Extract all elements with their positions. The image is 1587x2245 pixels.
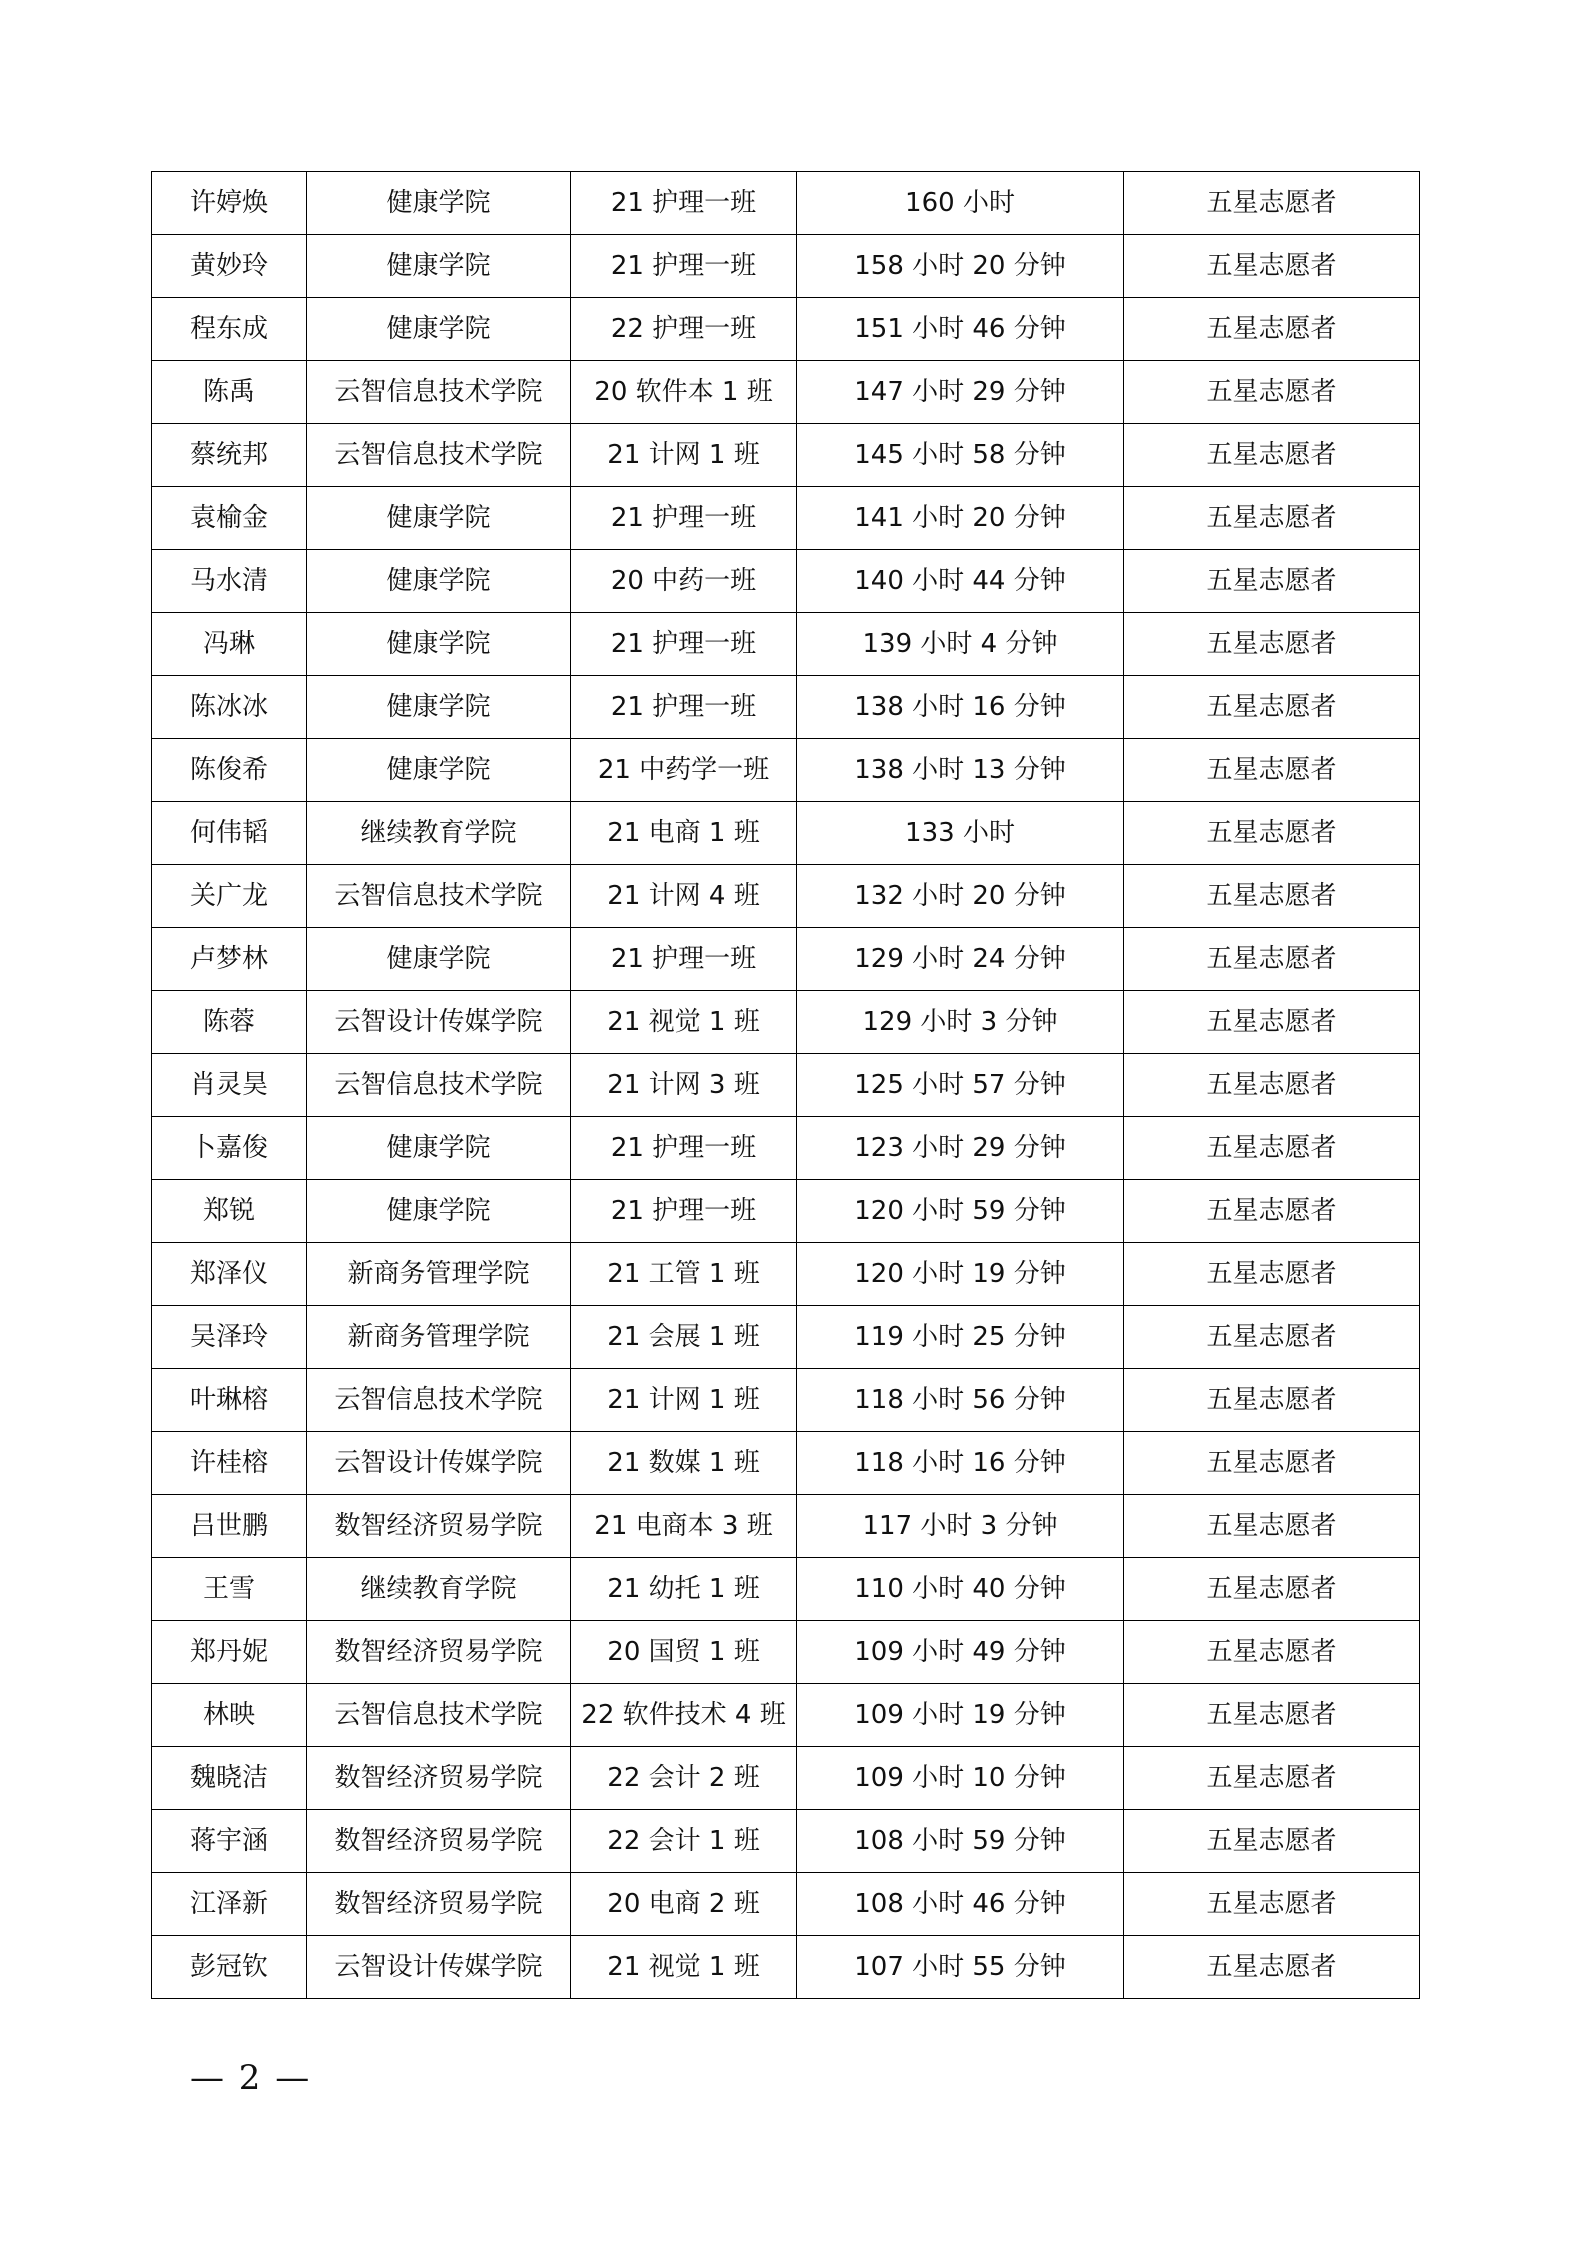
table-row — [152, 802, 1420, 865]
college-cell: 健康学院 — [307, 1180, 571, 1243]
table-row — [152, 1936, 1420, 1999]
table-row — [152, 676, 1420, 739]
table-row — [152, 550, 1420, 613]
class-cell: 20 中药一班 — [571, 550, 797, 613]
volunteer-name-cell: 吕世鹏 — [152, 1495, 307, 1558]
honor-title-cell: 五星志愿者 — [1124, 1369, 1420, 1432]
volunteer-name-cell: 魏晓洁 — [152, 1747, 307, 1810]
service-hours-cell: 129 小时 24 分钟 — [797, 928, 1124, 991]
college-cell: 数智经济贸易学院 — [307, 1495, 571, 1558]
service-hours-cell: 118 小时 16 分钟 — [797, 1432, 1124, 1495]
college-cell: 健康学院 — [307, 928, 571, 991]
table-row — [152, 1873, 1420, 1936]
college-cell: 云智设计传媒学院 — [307, 1432, 571, 1495]
college-cell: 数智经济贸易学院 — [307, 1810, 571, 1873]
table-row — [152, 298, 1420, 361]
honor-title-cell: 五星志愿者 — [1124, 235, 1420, 298]
class-cell: 21 幼托 1 班 — [571, 1558, 797, 1621]
class-cell: 21 数媒 1 班 — [571, 1432, 797, 1495]
table-row — [152, 1495, 1420, 1558]
honor-title-cell: 五星志愿者 — [1124, 1873, 1420, 1936]
volunteer-name-cell: 蔡统邦 — [152, 424, 307, 487]
class-cell: 21 护理一班 — [571, 613, 797, 676]
volunteer-name-cell: 何伟韬 — [152, 802, 307, 865]
table-row — [152, 1054, 1420, 1117]
class-cell: 21 护理一班 — [571, 235, 797, 298]
volunteer-name-cell: 黄妙玲 — [152, 235, 307, 298]
volunteer-name-cell: 袁榆金 — [152, 487, 307, 550]
class-cell: 21 护理一班 — [571, 928, 797, 991]
class-cell: 21 计网 1 班 — [571, 424, 797, 487]
service-hours-cell: 158 小时 20 分钟 — [797, 235, 1124, 298]
service-hours-cell: 141 小时 20 分钟 — [797, 487, 1124, 550]
volunteer-name-cell: 陈俊希 — [152, 739, 307, 802]
honor-title-cell: 五星志愿者 — [1124, 1054, 1420, 1117]
table-row — [152, 865, 1420, 928]
honor-title-cell: 五星志愿者 — [1124, 1243, 1420, 1306]
honor-title-cell: 五星志愿者 — [1124, 1810, 1420, 1873]
table-row — [152, 613, 1420, 676]
class-cell: 21 护理一班 — [571, 676, 797, 739]
volunteer-name-cell: 郑丹妮 — [152, 1621, 307, 1684]
class-cell: 21 电商本 3 班 — [571, 1495, 797, 1558]
volunteer-name-cell: 叶琳榕 — [152, 1369, 307, 1432]
college-cell: 健康学院 — [307, 613, 571, 676]
college-cell: 健康学院 — [307, 550, 571, 613]
college-cell: 数智经济贸易学院 — [307, 1621, 571, 1684]
honor-title-cell: 五星志愿者 — [1124, 802, 1420, 865]
volunteer-name-cell: 陈冰冰 — [152, 676, 307, 739]
table-row — [152, 1117, 1420, 1180]
table-row — [152, 1558, 1420, 1621]
honor-title-cell: 五星志愿者 — [1124, 1117, 1420, 1180]
college-cell: 新商务管理学院 — [307, 1243, 571, 1306]
service-hours-cell: 119 小时 25 分钟 — [797, 1306, 1124, 1369]
volunteer-name-cell: 许桂榕 — [152, 1432, 307, 1495]
honor-title-cell: 五星志愿者 — [1124, 550, 1420, 613]
honor-title-cell: 五星志愿者 — [1124, 424, 1420, 487]
honor-title-cell: 五星志愿者 — [1124, 1936, 1420, 1999]
volunteer-name-cell: 林映 — [152, 1684, 307, 1747]
service-hours-cell: 117 小时 3 分钟 — [797, 1495, 1124, 1558]
college-cell: 健康学院 — [307, 676, 571, 739]
service-hours-cell: 118 小时 56 分钟 — [797, 1369, 1124, 1432]
honor-title-cell: 五星志愿者 — [1124, 865, 1420, 928]
volunteer-name-cell: 郑锐 — [152, 1180, 307, 1243]
volunteer-name-cell: 关广龙 — [152, 865, 307, 928]
service-hours-cell: 147 小时 29 分钟 — [797, 361, 1124, 424]
volunteer-name-cell: 彭冠钦 — [152, 1936, 307, 1999]
table-row — [152, 1180, 1420, 1243]
college-cell: 继续教育学院 — [307, 1558, 571, 1621]
service-hours-cell: 123 小时 29 分钟 — [797, 1117, 1124, 1180]
college-cell: 云智设计传媒学院 — [307, 991, 571, 1054]
table-row — [152, 991, 1420, 1054]
service-hours-cell: 139 小时 4 分钟 — [797, 613, 1124, 676]
class-cell: 21 工管 1 班 — [571, 1243, 797, 1306]
volunteer-name-cell: 陈蓉 — [152, 991, 307, 1054]
honor-title-cell: 五星志愿者 — [1124, 739, 1420, 802]
college-cell: 健康学院 — [307, 739, 571, 802]
volunteer-name-cell: 蒋宇涵 — [152, 1810, 307, 1873]
service-hours-cell: 108 小时 46 分钟 — [797, 1873, 1124, 1936]
honor-title-cell: 五星志愿者 — [1124, 1495, 1420, 1558]
volunteer-name-cell: 王雪 — [152, 1558, 307, 1621]
table-row — [152, 235, 1420, 298]
service-hours-cell: 132 小时 20 分钟 — [797, 865, 1124, 928]
table-row — [152, 172, 1420, 235]
class-cell: 21 计网 3 班 — [571, 1054, 797, 1117]
table-row — [152, 1306, 1420, 1369]
volunteer-name-cell: 冯琳 — [152, 613, 307, 676]
college-cell: 健康学院 — [307, 172, 571, 235]
service-hours-cell: 110 小时 40 分钟 — [797, 1558, 1124, 1621]
table-row — [152, 424, 1420, 487]
service-hours-cell: 109 小时 49 分钟 — [797, 1621, 1124, 1684]
honor-title-cell: 五星志愿者 — [1124, 172, 1420, 235]
service-hours-cell: 129 小时 3 分钟 — [797, 991, 1124, 1054]
class-cell: 21 视觉 1 班 — [571, 1936, 797, 1999]
service-hours-cell: 133 小时 — [797, 802, 1124, 865]
table-row — [152, 1810, 1420, 1873]
class-cell: 22 会计 1 班 — [571, 1810, 797, 1873]
honor-title-cell: 五星志愿者 — [1124, 1432, 1420, 1495]
class-cell: 21 计网 1 班 — [571, 1369, 797, 1432]
class-cell: 21 中药学一班 — [571, 739, 797, 802]
volunteer-name-cell: 陈禹 — [152, 361, 307, 424]
class-cell: 22 护理一班 — [571, 298, 797, 361]
honor-title-cell: 五星志愿者 — [1124, 487, 1420, 550]
college-cell: 数智经济贸易学院 — [307, 1747, 571, 1810]
service-hours-cell: 151 小时 46 分钟 — [797, 298, 1124, 361]
page-number: — 2 — — [190, 2058, 312, 2098]
table-row — [152, 1369, 1420, 1432]
honor-title-cell: 五星志愿者 — [1124, 1558, 1420, 1621]
class-cell: 20 国贸 1 班 — [571, 1621, 797, 1684]
class-cell: 22 会计 2 班 — [571, 1747, 797, 1810]
honor-title-cell: 五星志愿者 — [1124, 613, 1420, 676]
college-cell: 云智信息技术学院 — [307, 361, 571, 424]
college-cell: 云智设计传媒学院 — [307, 1936, 571, 1999]
table-row — [152, 928, 1420, 991]
class-cell: 21 电商 1 班 — [571, 802, 797, 865]
table-row — [152, 739, 1420, 802]
college-cell: 数智经济贸易学院 — [307, 1873, 571, 1936]
honor-title-cell: 五星志愿者 — [1124, 1684, 1420, 1747]
service-hours-cell: 125 小时 57 分钟 — [797, 1054, 1124, 1117]
volunteer-name-cell: 程东成 — [152, 298, 307, 361]
table-row — [152, 1432, 1420, 1495]
volunteer-roster-table — [151, 171, 1420, 1999]
service-hours-cell: 107 小时 55 分钟 — [797, 1936, 1124, 1999]
table-row — [152, 487, 1420, 550]
college-cell: 健康学院 — [307, 298, 571, 361]
honor-title-cell: 五星志愿者 — [1124, 1747, 1420, 1810]
college-cell: 云智信息技术学院 — [307, 865, 571, 928]
roster-body — [152, 172, 1420, 1999]
honor-title-cell: 五星志愿者 — [1124, 991, 1420, 1054]
table-row — [152, 1684, 1420, 1747]
volunteer-name-cell: 许婷焕 — [152, 172, 307, 235]
honor-title-cell: 五星志愿者 — [1124, 1306, 1420, 1369]
service-hours-cell: 109 小时 19 分钟 — [797, 1684, 1124, 1747]
table-row — [152, 1621, 1420, 1684]
college-cell: 云智信息技术学院 — [307, 1684, 571, 1747]
honor-title-cell: 五星志愿者 — [1124, 361, 1420, 424]
college-cell: 云智信息技术学院 — [307, 424, 571, 487]
volunteer-name-cell: 郑泽仪 — [152, 1243, 307, 1306]
class-cell: 21 计网 4 班 — [571, 865, 797, 928]
college-cell: 健康学院 — [307, 487, 571, 550]
honor-title-cell: 五星志愿者 — [1124, 928, 1420, 991]
service-hours-cell: 138 小时 16 分钟 — [797, 676, 1124, 739]
service-hours-cell: 140 小时 44 分钟 — [797, 550, 1124, 613]
volunteer-name-cell: 江泽新 — [152, 1873, 307, 1936]
service-hours-cell: 160 小时 — [797, 172, 1124, 235]
college-cell: 健康学院 — [307, 235, 571, 298]
college-cell: 新商务管理学院 — [307, 1306, 571, 1369]
college-cell: 健康学院 — [307, 1117, 571, 1180]
class-cell: 20 软件本 1 班 — [571, 361, 797, 424]
table-row — [152, 1243, 1420, 1306]
table-row — [152, 1747, 1420, 1810]
honor-title-cell: 五星志愿者 — [1124, 1180, 1420, 1243]
service-hours-cell: 145 小时 58 分钟 — [797, 424, 1124, 487]
class-cell: 21 护理一班 — [571, 1117, 797, 1180]
class-cell: 21 视觉 1 班 — [571, 991, 797, 1054]
college-cell: 云智信息技术学院 — [307, 1054, 571, 1117]
service-hours-cell: 109 小时 10 分钟 — [797, 1747, 1124, 1810]
honor-title-cell: 五星志愿者 — [1124, 1621, 1420, 1684]
table-row — [152, 361, 1420, 424]
volunteer-name-cell: 肖灵昊 — [152, 1054, 307, 1117]
honor-title-cell: 五星志愿者 — [1124, 298, 1420, 361]
college-cell: 云智信息技术学院 — [307, 1369, 571, 1432]
class-cell: 20 电商 2 班 — [571, 1873, 797, 1936]
service-hours-cell: 120 小时 59 分钟 — [797, 1180, 1124, 1243]
volunteer-name-cell: 卜嘉俊 — [152, 1117, 307, 1180]
service-hours-cell: 120 小时 19 分钟 — [797, 1243, 1124, 1306]
class-cell: 21 会展 1 班 — [571, 1306, 797, 1369]
class-cell: 21 护理一班 — [571, 1180, 797, 1243]
service-hours-cell: 108 小时 59 分钟 — [797, 1810, 1124, 1873]
volunteer-name-cell: 卢梦林 — [152, 928, 307, 991]
honor-title-cell: 五星志愿者 — [1124, 676, 1420, 739]
service-hours-cell: 138 小时 13 分钟 — [797, 739, 1124, 802]
class-cell: 21 护理一班 — [571, 172, 797, 235]
volunteer-name-cell: 马水清 — [152, 550, 307, 613]
college-cell: 继续教育学院 — [307, 802, 571, 865]
volunteer-name-cell: 吴泽玲 — [152, 1306, 307, 1369]
class-cell: 22 软件技术 4 班 — [571, 1684, 797, 1747]
class-cell: 21 护理一班 — [571, 487, 797, 550]
